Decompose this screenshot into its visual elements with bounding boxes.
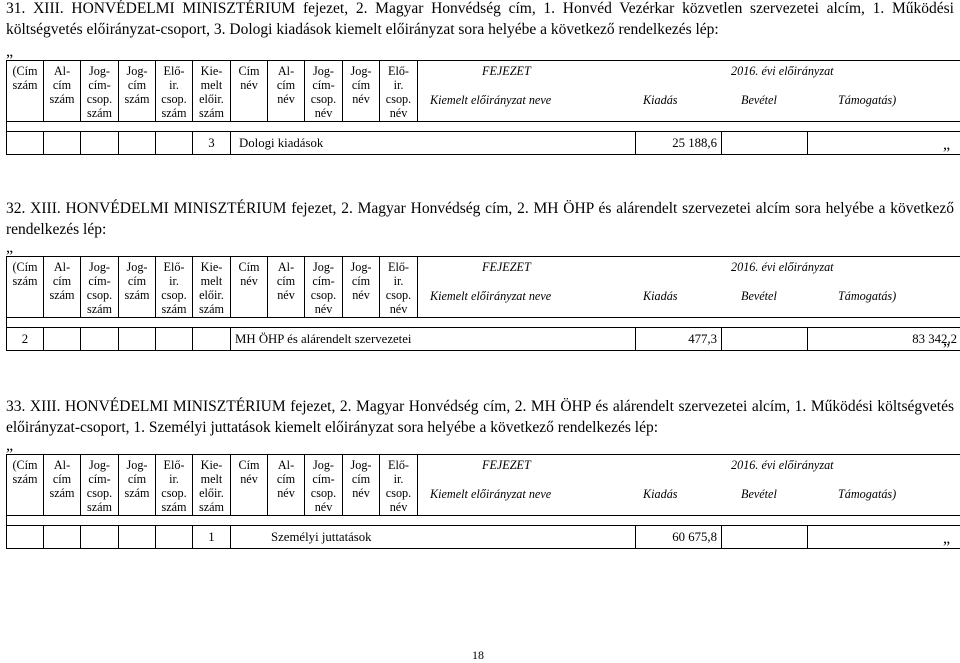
row-name: Dologi kiadások <box>231 132 636 155</box>
col-header-cim-nev: Cím név <box>231 61 268 122</box>
col-header-cim-nev: Cím név <box>231 257 268 318</box>
col-header-alcim-szam: Al- cím szám <box>44 455 81 516</box>
col-header-eloircsop-szam: Elő- ir. csop. szám <box>156 257 193 318</box>
page-number: 18 <box>472 648 484 663</box>
close-quote: ” <box>943 342 950 358</box>
col-header-fejezet-block: FEJEZET 2016. évi előirányzat Kiemelt előirányzat neve Kiadás Bevétel Támogatás) <box>418 61 960 122</box>
col-header-eloircsop-szam: Elő- ir. csop. szám <box>156 61 193 122</box>
col-header-jogcimcsop-szam: Jog- cím- csop. szám <box>81 61 119 122</box>
table-row <box>7 328 960 351</box>
col-header-jogcim-nev: Jog- cím név <box>343 61 380 122</box>
close-quote: ” <box>943 540 950 556</box>
col-header-jogcim-nev: Jog- cím név <box>343 455 380 516</box>
col-header-eloircsop-nev: Elő- ir. csop. név <box>380 61 418 122</box>
table-row <box>7 526 960 549</box>
col-header-cim-szam: (Cím szám <box>7 257 44 318</box>
col-header-jogcim-szam: Jog- cím szám <box>119 455 156 516</box>
col-header-alcim-nev: Al- cím név <box>268 455 305 516</box>
col-header-jogcimcsop-nev: Jog- cím- csop. név <box>305 257 343 318</box>
col-header-alcim-szam: Al- cím szám <box>44 257 81 318</box>
section-33-text: 33. XIII. HONVÉDELMI MINISZTÉRIUM fejezet, 2. Magyar Honvédség cím, 2. MH ÖHP és alárendelt szervezetei alcím, 1. Működési költségvetés előirányzat-csoport, 1. Személyi juttatások kiemelt előirányzat sora helyébe a következő rendelkezés lép: <box>6 396 954 438</box>
row-number: 3 <box>193 132 231 155</box>
col-header-jogcimcsop-szam: Jog- cím- csop. szám <box>81 455 119 516</box>
row-tamogatas <box>808 526 960 549</box>
col-header-jogcimcsop-nev: Jog- cím- csop. név <box>305 61 343 122</box>
row-kiadas: 60 675,8 <box>636 526 722 549</box>
col-header-jogcim-nev: Jog- cím név <box>343 257 380 318</box>
appropriation-table-31 <box>6 60 960 155</box>
col-header-alcim-nev: Al- cím név <box>268 61 305 122</box>
close-quote: ” <box>943 146 950 162</box>
appropriation-table-33 <box>6 454 960 549</box>
open-quote: „ <box>6 44 13 60</box>
row-number: 2 <box>7 328 44 351</box>
col-header-fejezet-block: FEJEZET 2016. évi előirányzat Kiemelt előirányzat neve Kiadás Bevétel Támogatás) <box>418 257 960 318</box>
col-header-cim-nev: Cím név <box>231 455 268 516</box>
col-header-jogcim-szam: Jog- cím szám <box>119 61 156 122</box>
col-header-fejezet-block: FEJEZET 2016. évi előirányzat Kiemelt előirányzat neve Kiadás Bevétel Támogatás) <box>418 455 960 516</box>
row-tamogatas <box>808 132 960 155</box>
row-name: Személyi juttatások <box>231 526 636 549</box>
appropriation-table-32 <box>6 256 960 351</box>
open-quote: „ <box>6 438 13 454</box>
open-quote: „ <box>6 240 13 256</box>
row-kiadas: 25 188,6 <box>636 132 722 155</box>
col-header-kiemelt-szam: Kie- melt előir. szám <box>193 61 231 122</box>
table-row <box>7 132 960 155</box>
col-header-kiemelt-szam: Kie- melt előir. szám <box>193 257 231 318</box>
row-name: MH ÖHP és alárendelt szervezetei <box>231 328 636 351</box>
row-kiadas: 477,3 <box>636 328 722 351</box>
col-header-jogcimcsop-nev: Jog- cím- csop. név <box>305 455 343 516</box>
row-tamogatas: 83 342,2 <box>808 328 960 351</box>
col-header-alcim-nev: Al- cím név <box>268 257 305 318</box>
row-number: 1 <box>193 526 231 549</box>
col-header-alcim-szam: Al- cím szám <box>44 61 81 122</box>
col-header-eloircsop-nev: Elő- ir. csop. név <box>380 257 418 318</box>
col-header-eloircsop-nev: Elő- ir. csop. név <box>380 455 418 516</box>
col-header-cim-szam: (Cím szám <box>7 455 44 516</box>
col-header-eloircsop-szam: Elő- ir. csop. szám <box>156 455 193 516</box>
col-header-jogcimcsop-szam: Jog- cím- csop. szám <box>81 257 119 318</box>
col-header-kiemelt-szam: Kie- melt előir. szám <box>193 455 231 516</box>
section-31-text: 31. XIII. HONVÉDELMI MINISZTÉRIUM fejezet, 2. Magyar Honvédség cím, 1. Honvéd Vezérkar közvetlen szervezetei alcím, 1. Működési költségvetés előirányzat-csoport, 3. Dologi kiadások kiemelt előirányzat sora helyébe a következő rendelkezés lép: <box>6 0 954 40</box>
col-header-jogcim-szam: Jog- cím szám <box>119 257 156 318</box>
section-32-text: 32. XIII. HONVÉDELMI MINISZTÉRIUM fejezet, 2. Magyar Honvédség cím, 2. MH ÖHP és alárendelt szervezetei alcím sora helyébe a következő rendelkezés lép: <box>6 198 954 240</box>
col-header-cim-szam: (Cím szám <box>7 61 44 122</box>
